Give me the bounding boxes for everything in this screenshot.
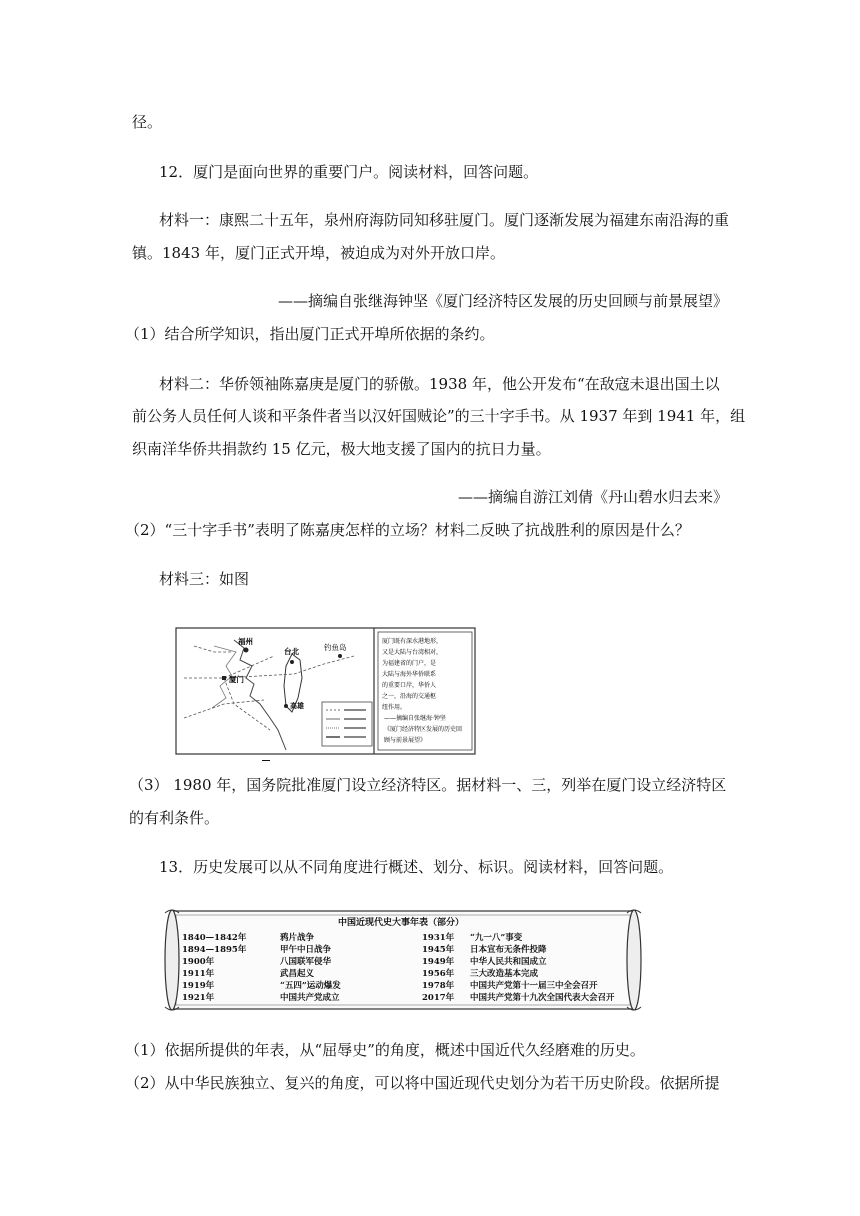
map-note-line: 的重要口岸，华侨人 bbox=[382, 682, 437, 689]
question-12-sub-1: （1）结合所学知识，指出厦门正式开埠所依据的条约。 bbox=[125, 325, 495, 343]
question-12-sub-2: （2）“三十字手书”表明了陈嘉庚怎样的立场？材料二反映了抗战胜利的原因是什么？ bbox=[125, 521, 690, 539]
question-13-sub-1: （1）依据所提供的年表，从“屈辱史”的角度，概述中国近代久经磨难的历史。 bbox=[125, 1041, 645, 1059]
material-3-label: 材料三：如图 bbox=[159, 570, 250, 588]
material-1-line-2: 镇。1843 年，厦门正式开埠，被迫成为对外开放口岸。 bbox=[132, 244, 505, 262]
map-note-line: ——摘编自张继海·钟坚 bbox=[384, 715, 446, 722]
timeline-year: 2017年 bbox=[422, 993, 455, 1003]
diaoyu-marker bbox=[338, 654, 342, 658]
label-diaoyu: 钓鱼岛 bbox=[324, 643, 347, 652]
timeline-year: 1919年 bbox=[182, 981, 215, 991]
map-note-line: 纽作用。 bbox=[382, 704, 407, 711]
material-2-source: ——摘编自游江刘倩《丹山碧水归去来》 bbox=[457, 488, 728, 506]
label-gaoxiong: 高雄 bbox=[290, 702, 304, 710]
xiamen-marker bbox=[222, 676, 226, 680]
timeline-year: 1840—1842年 bbox=[182, 933, 247, 943]
material-2-line-1: 材料二：华侨领袖陈嘉庚是厦门的骄傲。1938 年，他公开发布“在敌寇未退出国土以 bbox=[159, 375, 720, 393]
question-12-stem: 12．厦门是面向世界的重要门户。阅读材料，回答问题。 bbox=[159, 163, 539, 181]
map-note-line: 厦门既有深水港地形， bbox=[382, 638, 443, 645]
timeline-event: 日本宣布无条件投降 bbox=[470, 945, 547, 955]
xiamen-map-figure bbox=[174, 626, 477, 758]
material-1-line-1: 材料一：康熙二十五年，泉州府海防同知移驻厦门。厦门逐渐发展为福建东南沿海的重 bbox=[159, 211, 730, 229]
question-12-sub-3-line-1: （3） 1980 年，国务院批准厦门设立经济特区。据材料一、三，列举在厦门设立经济特区 bbox=[129, 776, 727, 794]
label-fuzhou: 福州 bbox=[238, 637, 253, 646]
map-note-line: 之一，沿海的交通枢 bbox=[382, 693, 437, 700]
timeline-year: 1945年 bbox=[422, 945, 455, 955]
timeline-event: 中国共产党成立 bbox=[280, 993, 340, 1003]
map-note-line: 顾与前景展望》 bbox=[384, 737, 427, 744]
timeline-event: 武昌起义 bbox=[280, 969, 315, 979]
timeline-event: 甲午中日战争 bbox=[280, 945, 332, 955]
timeline-title: 中国近现代史大事年表（部分） bbox=[338, 918, 465, 928]
timeline-event: 八国联军侵华 bbox=[280, 957, 332, 967]
timeline-event: 中华人民共和国成立 bbox=[470, 957, 547, 967]
fuzhou-marker bbox=[244, 648, 249, 653]
timeline-year: 1894—1895年 bbox=[182, 945, 247, 955]
timeline-year: 1931年 bbox=[422, 933, 455, 943]
question-13-stem: 13．历史发展可以从不同角度进行概述、划分、标识。阅读材料，回答问题。 bbox=[159, 858, 674, 876]
map-note-line: 大陆与海外华侨联系 bbox=[382, 671, 437, 678]
map-note-line: 《厦门经济特区发展的历史回 bbox=[384, 726, 463, 733]
material-2-line-3: 织南洋华侨共捐款约 15 亿元，极大地支援了国内的抗日力量。 bbox=[132, 440, 551, 458]
material-2-line-2: 前公务人员任何人谈和平条件者当以汉奸国贼论”的三十字手书。从 1937 年到 1941 年，组 bbox=[132, 407, 746, 425]
map-drawing bbox=[174, 626, 477, 758]
taibei-marker bbox=[290, 660, 294, 664]
timeline-event: 中国共产党第十一届三中全会召开 bbox=[470, 981, 598, 991]
timeline-event: 三大改造基本完成 bbox=[470, 969, 539, 979]
timeline-year: 1921年 bbox=[182, 993, 215, 1003]
gaoxiong-marker bbox=[284, 704, 288, 708]
timeline-year: 1911年 bbox=[182, 969, 215, 979]
timeline-scroll bbox=[160, 905, 645, 1017]
question-13-sub-2: （2）从中华民族独立、复兴的角度，可以将中国近现代史划分为若干历史阶段。依据所提 bbox=[125, 1074, 720, 1092]
map-note-line: 为福建省的门户，是 bbox=[382, 660, 437, 667]
label-taibei: 台北 bbox=[284, 647, 299, 656]
timeline-event: 鸦片战争 bbox=[280, 933, 315, 943]
timeline-year: 1900年 bbox=[182, 957, 215, 967]
timeline-year: 1956年 bbox=[422, 969, 455, 979]
label-xiamen: 厦门 bbox=[229, 675, 244, 684]
timeline-event: “五四”运动爆发 bbox=[280, 981, 341, 991]
timeline-event: “九一八”事变 bbox=[470, 933, 523, 943]
material-1-source: ——摘编自张继海钟坚《厦门经济特区发展的历史回顾与前景展望》 bbox=[277, 292, 728, 310]
timeline-event: 中国共产党第十九次全国代表大会召开 bbox=[470, 993, 615, 1003]
timeline-year: 1949年 bbox=[422, 957, 455, 967]
figure-tick-mark bbox=[262, 760, 270, 761]
timeline-year: 1978年 bbox=[422, 981, 455, 991]
continued-text: 径。 bbox=[132, 113, 163, 131]
question-12-sub-3-line-2: 的有利条件。 bbox=[129, 809, 220, 827]
map-note-line: 又是大陆与台湾相对， bbox=[382, 649, 443, 656]
